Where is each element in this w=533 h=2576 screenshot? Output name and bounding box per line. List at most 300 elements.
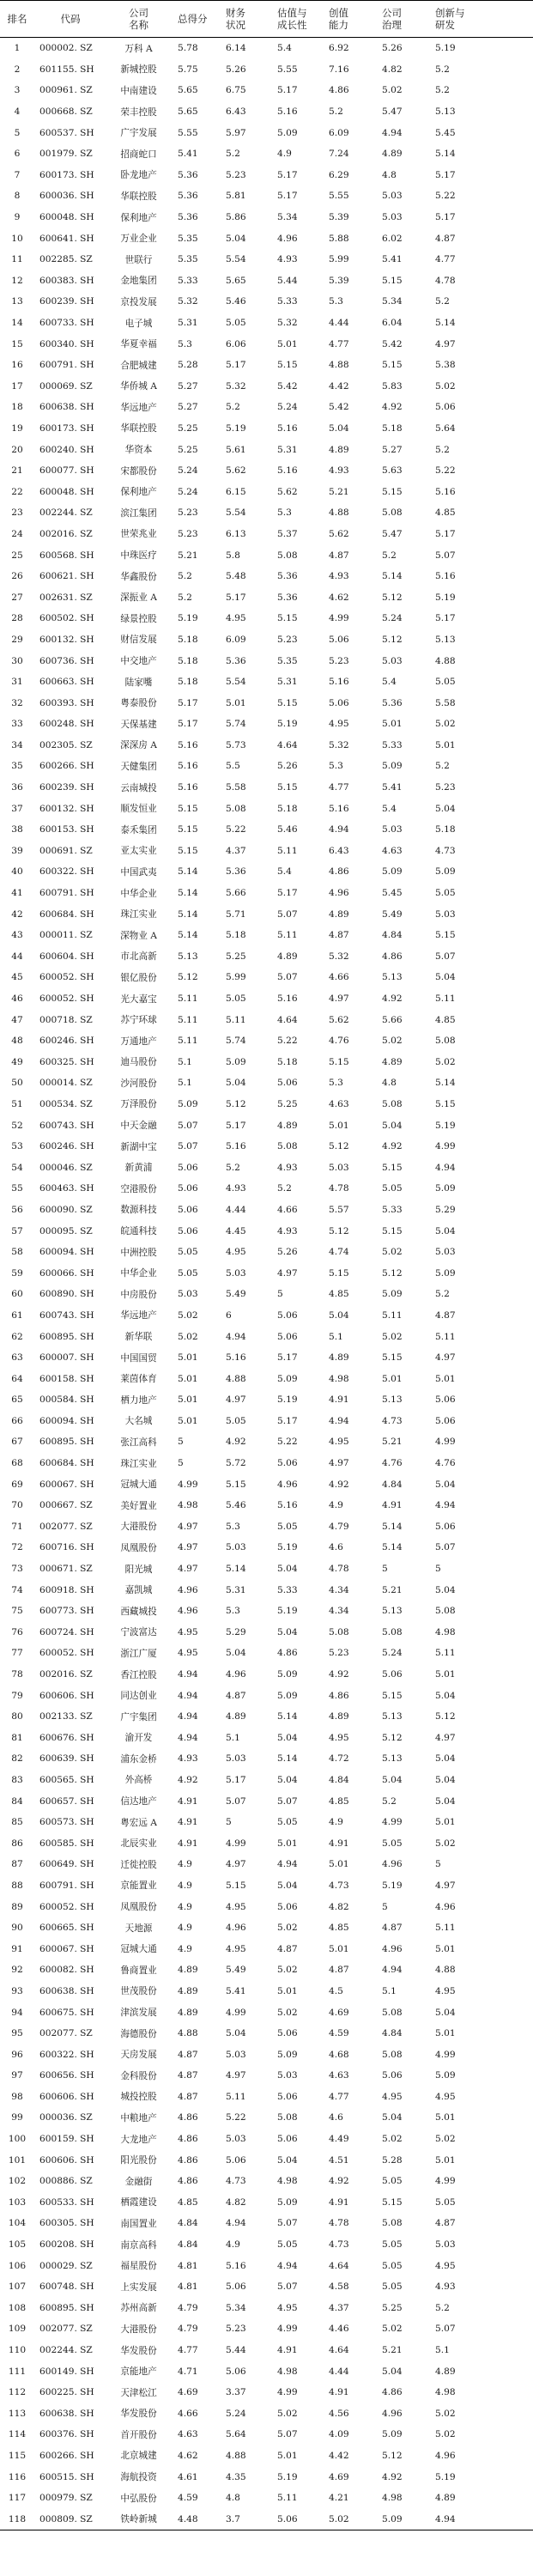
cell-financial-status: 5.12	[226, 1098, 246, 1109]
cell-valuation-growth: 5.19	[277, 2471, 298, 2482]
cell-total-score: 4.97	[178, 1521, 198, 1532]
table-row	[0, 1411, 533, 1432]
table-row	[0, 1896, 533, 1917]
cell-value-creation: 5.39	[329, 212, 349, 223]
cell-company-name: 中交地产	[120, 656, 157, 667]
cell-company-name: 绿景控股	[120, 613, 157, 624]
cell-code: 002077. SZ	[39, 2324, 93, 2335]
cell-innovation-rd: 5.2	[435, 85, 450, 96]
table-row	[0, 1579, 533, 1601]
cell-innovation-rd: 4.85	[435, 1014, 456, 1025]
cell-valuation-growth: 5.11	[277, 930, 298, 941]
cell-company-name: 华发股份	[120, 2345, 157, 2356]
cell-total-score: 5.07	[178, 1141, 198, 1152]
cell-company-name: 招商蛇口	[120, 149, 157, 160]
cell-rank: 65	[11, 1394, 23, 1406]
cell-valuation-growth: 5.07	[277, 972, 298, 983]
cell-innovation-rd: 5.07	[435, 550, 456, 561]
cell-valuation-growth: 5.02	[277, 1923, 298, 1934]
cell-rank: 4	[14, 106, 21, 118]
cell-valuation-growth: 5.08	[277, 550, 298, 561]
cell-value-creation: 5.32	[329, 951, 349, 962]
cell-governance: 5.41	[382, 782, 403, 793]
cell-governance: 5.09	[375, 2508, 428, 2530]
cell-valuation-growth: 5.15	[277, 782, 298, 793]
cell-innovation-rd: 5.04	[435, 1479, 456, 1490]
table-row	[0, 2213, 533, 2234]
cell-value-creation: 4.42	[329, 380, 349, 392]
cell-value-creation: 4.93	[329, 465, 349, 477]
cell-value-creation: 4.97	[329, 993, 349, 1005]
cell-code: 600606. SH	[39, 2091, 94, 2102]
cell-value-creation: 4.44	[329, 2366, 349, 2377]
cell-financial-status: 4.93	[226, 1183, 246, 1194]
table-row	[0, 1305, 533, 1327]
cell-total-score: 4.59	[178, 2493, 198, 2504]
cell-innovation-rd: 5.11	[435, 1923, 456, 1934]
cell-financial-status: 5.99	[226, 972, 246, 983]
cell-rank: 57	[11, 1225, 23, 1236]
cell-value-creation: 4.94	[329, 824, 349, 835]
cell-innovation-rd: 4.97	[435, 338, 456, 349]
cell-financial-status: 5.44	[226, 2345, 246, 2356]
table-body	[0, 38, 533, 2530]
cell-rank: 90	[11, 1923, 23, 1934]
cell-financial-status: 5.16	[226, 1352, 246, 1364]
table-row	[0, 2171, 533, 2192]
cell-code: 600684. SH	[39, 1458, 94, 1469]
cell-company-name: 华发股份	[120, 2409, 157, 2420]
cell-company-name: 珠江实业	[120, 1458, 157, 1469]
cell-code: 600173. SH	[39, 422, 94, 434]
table-row	[0, 397, 533, 418]
cell-total-score: 5.06	[178, 1183, 198, 1194]
cell-financial-status: 6.75	[226, 85, 246, 96]
cell-company-name: 粤泰股份	[120, 698, 157, 709]
cell-governance: 5.15	[382, 360, 403, 371]
cell-rank: 25	[11, 550, 23, 561]
cell-company-name: 大港股份	[120, 1522, 157, 1533]
cell-code: 600094. SH	[39, 1247, 94, 1258]
cell-total-score: 5.32	[178, 296, 198, 307]
header-value-creation: 创值 能力	[322, 1, 375, 38]
cell-valuation-growth: 5.36	[277, 592, 298, 603]
cell-code: 600305. SH	[39, 2218, 94, 2229]
table-row	[0, 418, 533, 440]
cell-governance: 5.09	[382, 2429, 403, 2440]
cell-innovation-rd: 5.09	[435, 1183, 456, 1194]
cell-company-name: 华侨城 A	[120, 381, 157, 392]
table-row	[0, 1537, 533, 1558]
cell-code: 600052. SH	[39, 993, 94, 1005]
header-total-score: 总得分	[171, 1, 219, 38]
cell-total-score: 4.89	[178, 1965, 198, 1976]
cell-value-creation: 4.86	[329, 866, 349, 878]
cell-company-name: 广宇集团	[120, 1711, 157, 1722]
cell-company-name: 新湖中宝	[120, 1141, 157, 1152]
table-row	[0, 38, 533, 59]
cell-valuation-growth: 5.23	[277, 634, 298, 645]
cell-value-creation: 5.2	[329, 106, 343, 118]
cell-company-name: 世茂股份	[120, 1986, 157, 1997]
cell-valuation-growth: 5.01	[277, 1985, 298, 1996]
cell-governance: 4.89	[382, 1056, 403, 1067]
cell-innovation-rd: 5.2	[435, 1289, 450, 1300]
cell-company-name: 光大嘉宝	[120, 993, 157, 1005]
cell-value-creation: 4.86	[329, 1690, 349, 1701]
cell-code: 000069. SZ	[39, 380, 93, 392]
cell-financial-status: 4.97	[226, 2070, 246, 2081]
cell-financial-status: 5.03	[226, 1753, 246, 1765]
cell-rank: 36	[11, 782, 23, 793]
cell-valuation-growth: 4.64	[277, 1014, 298, 1025]
cell-rank: 80	[11, 1711, 23, 1722]
cell-governance: 4.86	[382, 951, 403, 962]
cell-valuation-growth: 5.17	[277, 85, 298, 96]
cell-governance: 4.92	[382, 2471, 403, 2482]
cell-total-score: 4.81	[178, 2260, 198, 2271]
cell-total-score: 4.97	[178, 1542, 198, 1553]
cell-financial-status: 4.96	[226, 1923, 246, 1934]
cell-financial-status: 6.09	[226, 634, 246, 645]
cell-company-name: 中洲控股	[120, 1247, 157, 1258]
cell-code: 002305. SZ	[39, 739, 93, 750]
cell-financial-status: 4.44	[226, 1204, 246, 1215]
cell-total-score: 4.92	[178, 1774, 198, 1785]
cell-company-name: 陆家嘴	[124, 677, 153, 688]
cell-valuation-growth: 5.04	[277, 1732, 298, 1743]
cell-governance: 5.15	[382, 486, 403, 497]
cell-total-score: 5.21	[178, 550, 198, 561]
cell-governance: 4.99	[382, 1817, 403, 1828]
cell-financial-status: 5.46	[226, 1500, 246, 1511]
cell-value-creation: 5.15	[329, 1267, 349, 1279]
cell-value-creation: 4.44	[329, 318, 349, 329]
cell-valuation-growth: 5.46	[277, 824, 298, 835]
cell-valuation-growth: 5.02	[277, 1965, 298, 1976]
table-row	[0, 1178, 533, 1200]
cell-financial-status: 5.8	[226, 550, 240, 561]
cell-innovation-rd: 4.97	[435, 1880, 456, 1891]
table-row	[0, 1812, 533, 1833]
cell-innovation-rd: 4.89	[435, 2493, 456, 2504]
cell-valuation-growth: 5.35	[277, 655, 298, 666]
cell-financial-status: 5.1	[226, 1732, 240, 1743]
cell-financial-status: 5	[226, 1817, 232, 1828]
cell-code: 002016. SZ	[39, 528, 93, 539]
table-row	[0, 1938, 533, 1959]
cell-valuation-growth: 4.94	[277, 1859, 298, 1870]
cell-innovation-rd: 5.08	[435, 1036, 456, 1047]
cell-code: 002077. SZ	[39, 1521, 93, 1532]
cell-valuation-growth: 5.05	[277, 2239, 298, 2251]
cell-financial-status: 6	[226, 1309, 232, 1321]
cell-governance: 5.34	[382, 296, 403, 307]
cell-innovation-rd: 5.01	[435, 2028, 456, 2039]
table-row	[0, 1094, 533, 1115]
cell-code: 002077. SZ	[39, 2028, 93, 2039]
cell-financial-status: 5.04	[226, 1078, 246, 1089]
cell-governance: 5.04	[382, 1120, 403, 1131]
cell-company-name: 华远地产	[120, 402, 157, 413]
cell-code: 600502. SH	[39, 613, 94, 624]
table-row	[0, 1284, 533, 1305]
cell-value-creation: 5.1	[329, 1331, 343, 1342]
cell-innovation-rd: 5.19	[435, 592, 456, 603]
cell-governance: 4.84	[382, 2028, 403, 2039]
cell-financial-status: 4.99	[226, 1838, 246, 1849]
table-row	[0, 80, 533, 101]
cell-rank: 79	[11, 1690, 23, 1701]
cell-valuation-growth: 4.9	[277, 149, 292, 160]
cell-governance: 5.27	[382, 444, 403, 455]
cell-company-name: 苏宁环球	[120, 1015, 157, 1026]
cell-innovation-rd: 5.04	[435, 803, 456, 814]
cell-total-score: 4.9	[178, 1880, 192, 1891]
cell-value-creation: 4.59	[329, 2028, 349, 2039]
cell-code: 600515. SH	[39, 2471, 94, 2482]
cell-financial-status: 3.37	[226, 2387, 246, 2398]
cell-rank: 107	[8, 2281, 27, 2293]
table-row	[0, 2360, 533, 2382]
cell-rank: 3	[14, 85, 21, 96]
cell-innovation-rd: 5.16	[435, 571, 456, 582]
table-row	[0, 481, 533, 502]
cell-rank: 5	[14, 127, 21, 138]
cell-financial-status: 5.24	[226, 2408, 246, 2419]
table-row	[0, 1389, 533, 1411]
cell-company-name: 上实发展	[120, 2281, 157, 2293]
cell-company-name: 财信发展	[120, 635, 157, 646]
cell-governance: 5.05	[382, 1183, 403, 1194]
cell-company-name: 大名城	[124, 1416, 153, 1427]
cell-value-creation: 4.89	[329, 908, 349, 920]
cell-governance: 5.05	[382, 2176, 403, 2187]
table-row	[0, 2424, 533, 2445]
cell-company-name: 中华企业	[120, 1268, 157, 1279]
cell-code: 600159. SH	[39, 2134, 94, 2145]
cell-total-score: 5.23	[178, 507, 198, 519]
cell-code: 600094. SH	[39, 1415, 94, 1426]
cell-total-score: 5.14	[178, 930, 198, 941]
cell-company-name: 保利地产	[120, 487, 157, 498]
table-row	[0, 903, 533, 925]
cell-value-creation: 4.91	[329, 2387, 349, 2398]
cell-governance: 4.84	[382, 930, 403, 941]
cell-total-score: 4.87	[178, 2091, 198, 2102]
cell-rank: 53	[11, 1141, 23, 1152]
cell-governance: 5.02	[382, 1331, 403, 1342]
cell-value-creation: 5.55	[329, 191, 349, 202]
cell-code: 000046. SZ	[39, 1162, 93, 1173]
cell-governance: 4.76	[382, 1458, 403, 1469]
cell-valuation-growth: 4.99	[277, 2387, 298, 2398]
cell-innovation-rd: 4.87	[435, 2218, 456, 2229]
cell-company-name: 合肥城建	[120, 360, 157, 371]
cell-financial-status: 5.74	[226, 1036, 246, 1047]
cell-value-creation: 4.93	[329, 571, 349, 582]
cell-rank: 19	[11, 422, 23, 434]
cell-value-creation: 4.84	[329, 1774, 349, 1785]
cell-total-score: 5.2	[178, 571, 192, 582]
cell-company-name: 电子城	[124, 318, 153, 329]
cell-value-creation: 4.91	[329, 2196, 349, 2208]
cell-valuation-growth: 5.34	[277, 212, 298, 223]
cell-valuation-growth: 5.01	[277, 2450, 298, 2461]
cell-code: 000671. SZ	[39, 1564, 93, 1575]
cell-innovation-rd: 5.19	[435, 1120, 456, 1131]
table-row	[0, 629, 533, 651]
cell-innovation-rd: 5.29	[435, 1204, 456, 1215]
cell-rank: 117	[8, 2493, 27, 2504]
cell-total-score: 5.16	[178, 739, 198, 750]
cell-total-score: 5.18	[178, 634, 198, 645]
cell-value-creation: 4.92	[329, 2176, 349, 2187]
cell-value-creation: 4.79	[329, 1521, 349, 1532]
cell-total-score: 5.3	[178, 338, 192, 349]
cell-valuation-growth: 5.09	[277, 2196, 298, 2208]
cell-innovation-rd: 5.19	[435, 2471, 456, 2482]
table-row	[0, 2445, 533, 2467]
cell-governance: 5.14	[382, 1521, 403, 1532]
cell-governance: 5.08	[382, 507, 403, 519]
cell-governance: 5.21	[382, 2345, 403, 2356]
table-row	[0, 2340, 533, 2361]
cell-governance: 6.04	[382, 318, 403, 329]
cell-total-score: 5.07	[178, 1120, 198, 1131]
cell-code: 600716. SH	[39, 1542, 94, 1553]
cell-value-creation: 5.16	[329, 803, 349, 814]
cell-valuation-growth: 5.24	[277, 402, 298, 413]
cell-valuation-growth: 5.11	[277, 845, 298, 856]
cell-rank: 103	[8, 2196, 27, 2208]
cell-innovation-rd: 5.17	[435, 528, 456, 539]
cell-governance: 5.33	[382, 1204, 403, 1215]
cell-innovation-rd: 4.97	[435, 1732, 456, 1743]
cell-innovation-rd: 5.09	[435, 2070, 456, 2081]
table-row	[0, 861, 533, 883]
cell-financial-status: 5.06	[226, 2281, 246, 2293]
cell-valuation-growth: 5.55	[277, 64, 298, 75]
cell-value-creation: 4.95	[329, 1437, 349, 1448]
cell-company-name: 顺发恒业	[120, 804, 157, 815]
cell-governance: 5.12	[382, 592, 403, 603]
cell-valuation-growth: 4.64	[277, 739, 298, 750]
cell-total-score: 5.65	[178, 85, 198, 96]
table-row	[0, 1030, 533, 1052]
cell-value-creation: 4.63	[329, 2070, 349, 2081]
cell-company-name: 美好置业	[120, 1500, 157, 1511]
cell-code: 600743. SH	[39, 1309, 94, 1321]
cell-governance: 5.01	[382, 1373, 403, 1384]
cell-valuation-growth: 5.42	[277, 380, 298, 392]
cell-governance: 4.86	[382, 2387, 403, 2398]
cell-valuation-growth: 5.17	[277, 191, 298, 202]
cell-code: 600748. SH	[39, 2281, 94, 2293]
cell-code: 600239. SH	[39, 782, 94, 793]
cell-innovation-rd: 5.04	[435, 1225, 456, 1236]
cell-innovation-rd: 5.01	[435, 2112, 456, 2123]
cell-innovation-rd: 5.22	[435, 191, 456, 202]
cell-code: 600149. SH	[39, 2366, 94, 2377]
cell-valuation-growth: 5.3	[277, 507, 292, 519]
cell-code: 600240. SH	[39, 444, 94, 455]
cell-company-name: 中弘股份	[120, 2493, 157, 2504]
cell-innovation-rd: 4.87	[435, 1309, 456, 1321]
cell-code: 600132. SH	[39, 803, 94, 814]
cell-company-name: 宁波富达	[120, 1627, 157, 1638]
cell-innovation-rd: 5.12	[435, 1711, 456, 1722]
cell-financial-status: 5.73	[226, 739, 246, 750]
cell-value-creation: 5.12	[329, 1225, 349, 1236]
cell-total-score: 5.35	[178, 233, 198, 244]
cell-code: 600393. SH	[39, 697, 94, 708]
cell-rank: 104	[8, 2218, 27, 2229]
cell-financial-status: 5.17	[226, 592, 246, 603]
cell-value-creation: 6.29	[329, 169, 349, 180]
cell-code: 000534. SZ	[39, 1098, 93, 1109]
cell-valuation-growth: 5.4	[277, 43, 292, 54]
table-row	[0, 2382, 533, 2403]
cell-governance: 5.03	[382, 212, 403, 223]
cell-financial-status: 5.23	[226, 2324, 246, 2335]
cell-code: 600568. SH	[39, 550, 94, 561]
cell-code: 600158. SH	[39, 1373, 94, 1384]
table-row	[0, 1706, 533, 1728]
cell-code: 600052. SH	[39, 972, 94, 983]
cell-rank: 40	[11, 866, 23, 878]
cell-code: 600463. SH	[39, 1183, 94, 1194]
cell-valuation-growth: 4.96	[277, 1479, 298, 1490]
cell-financial-status: 5.32	[226, 380, 246, 392]
cell-company-name: 冠城大通	[120, 1944, 157, 1955]
cell-code: 600246. SH	[39, 1036, 94, 1047]
cell-total-score: 5.11	[178, 1036, 198, 1047]
cell-governance: 5.02	[382, 1036, 403, 1047]
cell-code: 000036. SZ	[39, 2112, 93, 2123]
cell-governance: 5.08	[382, 2007, 403, 2018]
cell-code: 600239. SH	[39, 296, 94, 307]
cell-total-score: 5.05	[178, 1247, 198, 1258]
cell-company-name: 栖力地产	[120, 1394, 157, 1406]
cell-financial-status: 5.04	[226, 2028, 246, 2039]
cell-rank: 60	[11, 1289, 23, 1300]
cell-innovation-rd: 5.07	[435, 1542, 456, 1553]
cell-value-creation: 4.9	[329, 1817, 343, 1828]
cell-value-creation: 4.72	[329, 1753, 349, 1765]
cell-code: 600638. SH	[39, 402, 94, 413]
cell-innovation-rd: 5.04	[435, 1753, 456, 1765]
cell-company-name: 金地集团	[120, 276, 157, 287]
cell-financial-status: 5.03	[226, 2134, 246, 2145]
cell-rank: 13	[11, 296, 23, 307]
cell-value-creation: 6.09	[329, 127, 349, 138]
cell-governance: 5.05	[382, 1838, 403, 1849]
cell-rank: 10	[11, 233, 23, 244]
cell-company-name: 中国国贸	[120, 1352, 157, 1364]
cell-valuation-growth: 5.02	[277, 2007, 298, 2018]
table-row	[0, 988, 533, 1010]
table-row	[0, 1875, 533, 1897]
cell-value-creation: 5.42	[329, 402, 349, 413]
cell-code: 600736. SH	[39, 655, 94, 666]
cell-rank: 7	[14, 169, 21, 180]
table-row	[0, 1495, 533, 1516]
cell-valuation-growth: 4.93	[277, 1162, 298, 1173]
cell-financial-status: 5.23	[226, 169, 246, 180]
table-row	[0, 1959, 533, 1981]
cell-valuation-growth: 5.04	[277, 1626, 298, 1637]
